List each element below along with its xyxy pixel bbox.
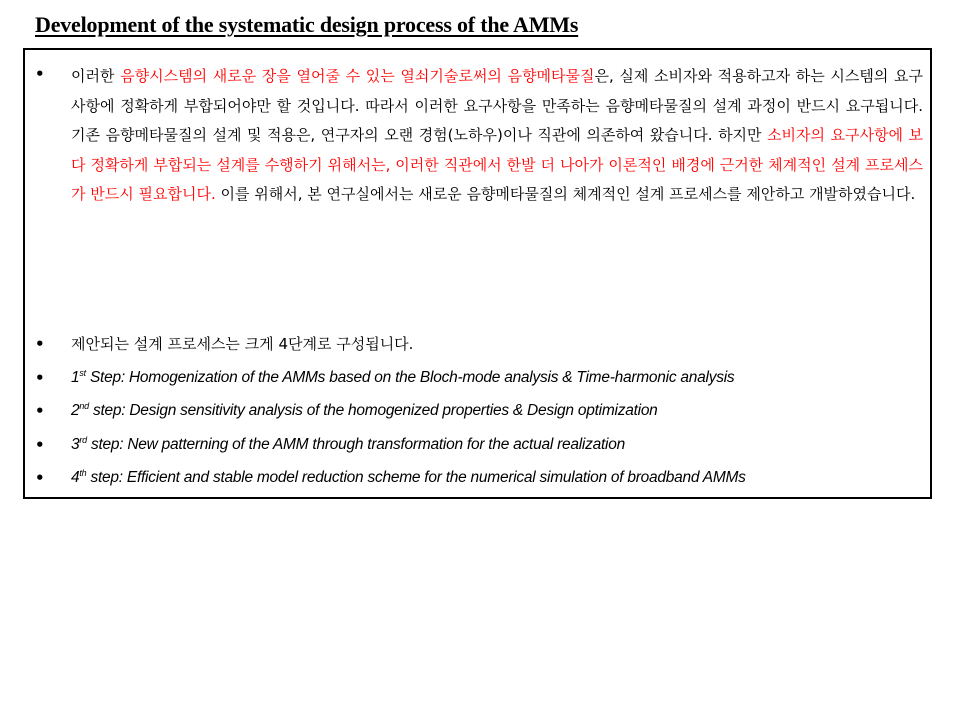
step-1 (71, 368, 923, 388)
step-text: Step: Homogenization of the AMMs based on the Bloch-mode analysis & Time-harmonic analysis (85, 369, 735, 386)
highlighted-text: 소비자의 요구사항에 보다 정확하게 부합되는 설계를 수행하기 위해서는, 이러한 직관에서 한발 더 나아가 이론적인 배경에 근거한 체계적인 설계 프로세스가 반드시 필요합니다. (71, 126, 924, 203)
bullet-marker: • (35, 335, 45, 353)
step-number: 2 (71, 402, 80, 419)
bullet-marker: • (35, 436, 45, 454)
bullet-marker: • (35, 65, 45, 83)
page-title: Development of the systematic design process of the AMMs (35, 12, 579, 37)
highlighted-text: 음향시스템의 새로운 장을 열어줄 수 있는 열쇠기술로써의 음향메타물질 (120, 67, 595, 85)
step-text: step: Design sensitivity analysis of the homogenized properties & Design optimization (88, 402, 658, 419)
step-3 (71, 435, 923, 455)
step-ordinal: nd (79, 401, 89, 411)
content-box (23, 48, 932, 499)
bullet-marker: • (35, 469, 45, 487)
paragraph-text: 이를 위해서, 본 연구실에서는 새로운 음향메타물질의 체계적인 설계 프로세스를 제안하고 개발하였습니다. (215, 185, 916, 203)
step-number: 4 (71, 469, 80, 486)
step-ordinal: rd (79, 435, 87, 445)
step-ordinal: st (79, 368, 86, 378)
paragraph-text: 이러한 (71, 67, 121, 85)
step-number: 3 (71, 436, 80, 453)
bullet-marker: • (35, 369, 45, 387)
step-4 (71, 468, 923, 488)
bullet-marker: • (35, 402, 45, 420)
step-text: step: New patterning of the AMM through transformation for the actual realization (86, 436, 625, 453)
intro-paragraph (71, 62, 923, 210)
step-text: step: Efficient and stable model reduction scheme for the numerical simulation of broadband AMMs (86, 469, 746, 486)
paragraph-text: 은, 실제 소비자와 적용하고자 하는 시스템의 요구사항에 정확하게 부합되어야만 할 것입니다. 따라서 이러한 요구사항을 만족하는 음향메타물질의 설계 과정이 반드시 요구됩니다. 기존 음향메타물질의 설계 및 적용은, 연구자의 오랜 경험(노하우)이나 직관에 의존하여 왔습니다. 하지만 (71, 67, 923, 144)
step-2 (71, 401, 923, 421)
process-intro: 제안되는 설계 프로세스는 크게 4단계로 구성됩니다. (71, 335, 414, 353)
step-number: 1 (71, 369, 80, 386)
step-ordinal: th (79, 468, 87, 478)
